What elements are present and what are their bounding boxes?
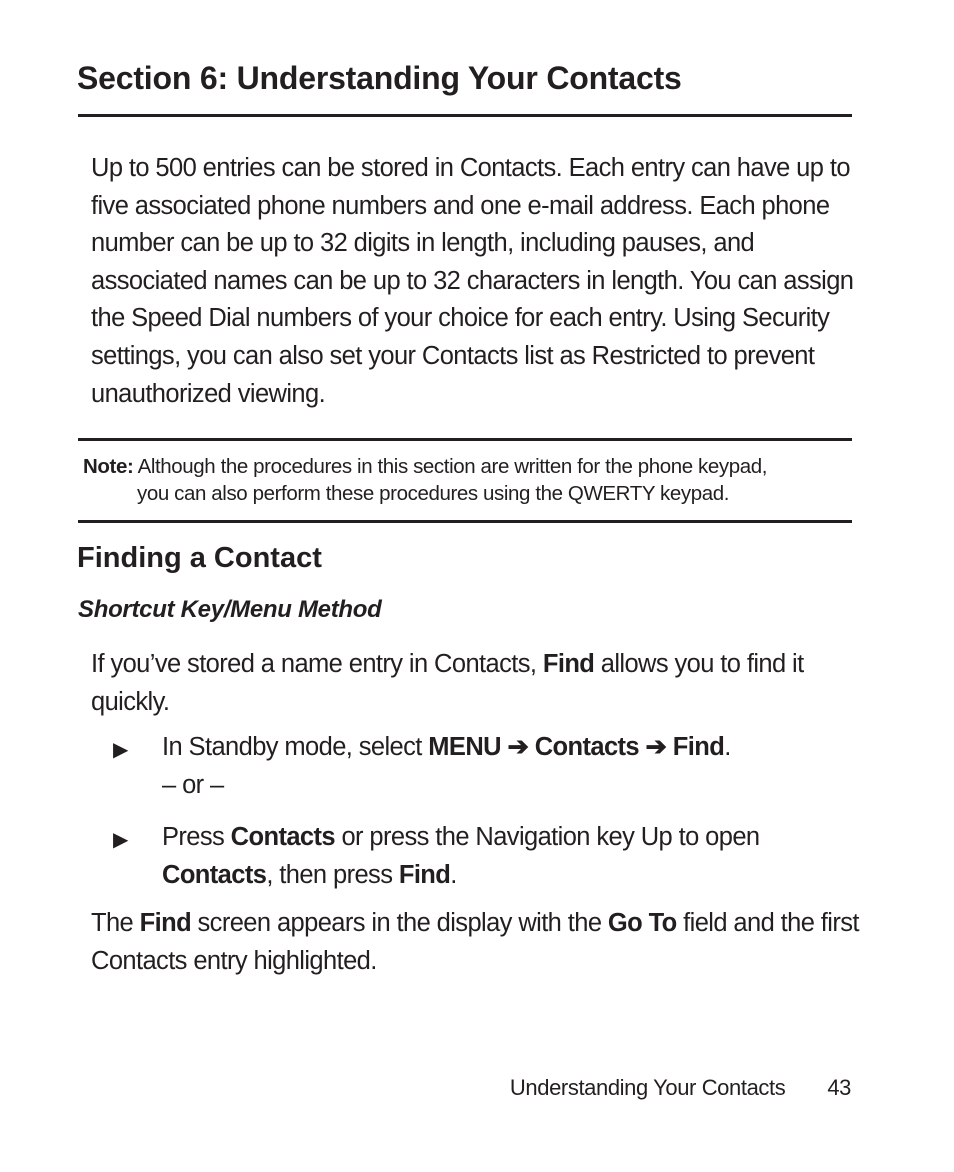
page-number: 43 xyxy=(827,1075,851,1100)
bullet-standby xyxy=(162,728,862,804)
bullet-press-text-mid2: , then press xyxy=(266,861,399,889)
menu-keyword: MENU xyxy=(428,733,501,761)
bullet-press-text-mid: or press the Navigation key Up to open xyxy=(334,823,760,851)
contacts-keyword: Contacts xyxy=(162,861,267,889)
bullet-press-text: Press xyxy=(162,823,231,851)
note-text-1: Although the procedures in this section are written for the phone keypad, xyxy=(137,455,768,478)
footer-title: Understanding Your Contacts xyxy=(509,1075,786,1100)
find-keyword: Find xyxy=(672,733,725,761)
note-top-rule xyxy=(78,438,852,441)
find-paragraph xyxy=(91,645,861,721)
intro-paragraph: Up to 500 entries can be stored in Contacts. Each entry can have up to five associated phone numbers and one e-mail address. Each phone number can be up to 32 digits in length, including pauses, and associated names can be up to 32 characters in length. You can assign the Speed Dial numbers of your choice for each entry. Using Security settings, you can also set your Contacts list as Restricted to prevent unauthorized viewing. xyxy=(91,154,854,408)
triangle-right-icon: ▶ xyxy=(113,739,129,761)
note-bottom-rule xyxy=(78,520,852,523)
find-keyword: Find xyxy=(398,861,451,889)
note-line-1 xyxy=(83,453,853,480)
title-rule xyxy=(78,114,852,117)
find-screen-text: The xyxy=(91,909,140,937)
note-label: Note: xyxy=(83,455,134,478)
period: . xyxy=(724,733,731,761)
find-screen-text-end: field and the first Contacts entry highlighted. xyxy=(91,909,859,975)
method-heading: Shortcut Key/Menu Method xyxy=(78,596,382,623)
find-paragraph-text-end: allows you to find it quickly. xyxy=(91,650,804,716)
bullet-press-contacts xyxy=(162,818,862,894)
triangle-right-icon: ▶ xyxy=(113,829,129,851)
contacts-keyword: Contacts xyxy=(534,733,640,761)
find-screen-paragraph xyxy=(91,904,861,980)
period: . xyxy=(450,861,457,889)
find-paragraph-text: If you’ve stored a name entry in Contacts, xyxy=(91,650,543,678)
arrow-icon: ➔ xyxy=(500,733,535,761)
contacts-keyword: Contacts xyxy=(230,823,335,851)
or-separator: – or – xyxy=(162,771,224,799)
find-keyword: Find xyxy=(139,909,192,937)
finding-heading: Finding a Contact xyxy=(77,542,322,574)
find-keyword: Find xyxy=(542,650,595,678)
bullet-standby-text: In Standby mode, select xyxy=(162,733,429,761)
go-to-keyword: Go To xyxy=(607,909,677,937)
page-footer xyxy=(510,1075,851,1101)
find-screen-text-mid: screen appears in the display with the xyxy=(191,909,608,937)
arrow-icon: ➔ xyxy=(639,733,673,761)
section-title: Section 6: Understanding Your Contacts xyxy=(77,60,682,96)
note-line-2: you can also perform these procedures using the QWERTY keypad. xyxy=(137,482,730,505)
note-box xyxy=(83,453,853,507)
